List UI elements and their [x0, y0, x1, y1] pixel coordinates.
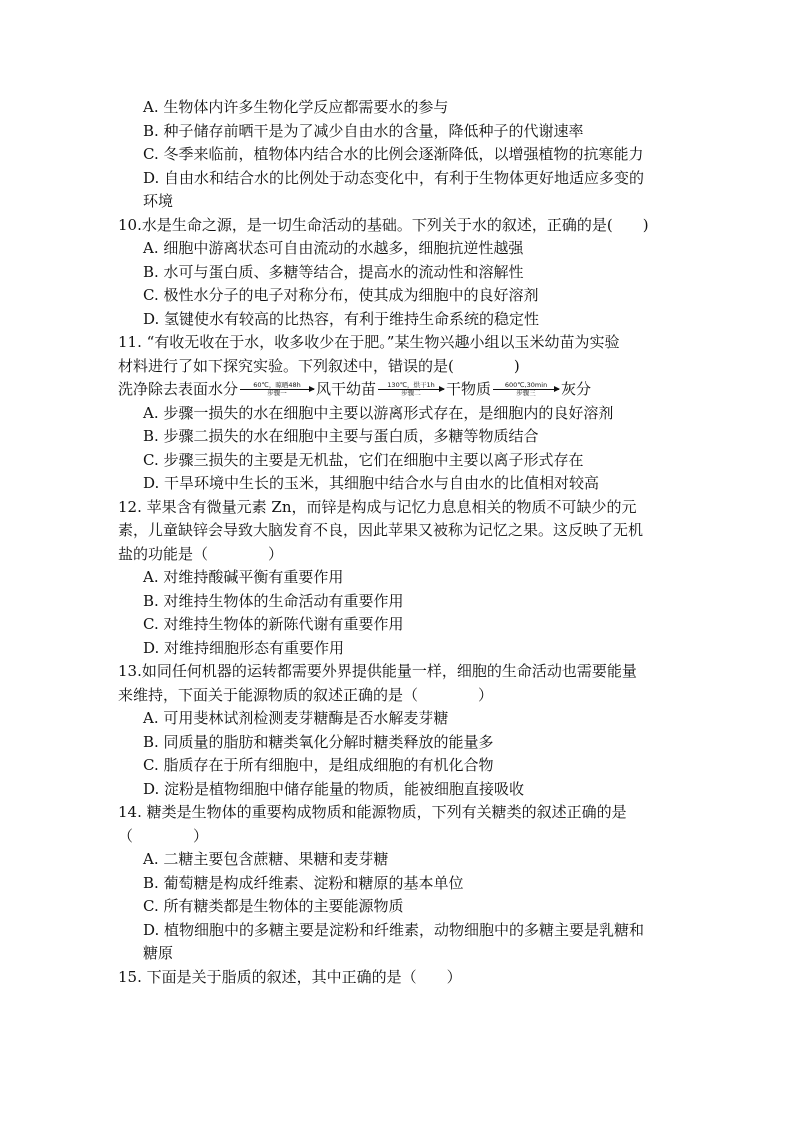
- exam-page: [118, 96, 678, 989]
- q13-stem-line2: 来维持，下面关于能源物质的叙述正确的是（ ）: [118, 685, 494, 704]
- q13-option-d: D. 淀粉是植物细胞中储存能量的物质，能被细胞直接吸收: [143, 779, 525, 798]
- q11-experiment-flow: [118, 378, 678, 402]
- q14-stem-line2: （ ）: [118, 826, 209, 845]
- q10-stem: 10.水是生命之源，是一切生命活动的基础。下列关于水的叙述，正确的是( ): [118, 215, 649, 234]
- q13-option-c: C. 脂质存在于所有细胞中，是组成细胞的有机化合物: [143, 756, 494, 774]
- q9-option-d: [118, 167, 678, 214]
- q12-stem-line3: 盐的功能是（ ）: [118, 544, 284, 563]
- q9-option-d-line2: 环境: [143, 192, 174, 210]
- flow-step-ash: 灰分: [561, 380, 592, 398]
- question-14: [118, 801, 678, 966]
- q14-option-d-line1: D. 植物细胞中的多糖主要是淀粉和纤维素，动物细胞中的多糖主要是乳糖和: [143, 920, 645, 939]
- q14-option-b: B. 葡萄糖是构成纤维素、淀粉和糖原的基本单位: [143, 873, 464, 892]
- q14-option-d: [118, 919, 678, 966]
- q11-option-a: A. 步骤一损失的水在细胞中主要以游离形式存在，是细胞内的良好溶剂: [143, 403, 614, 422]
- question-11: [118, 331, 678, 496]
- q14-stem-line1: 14. 糖类是生物体的重要构成物质和能源物质，下列有关糖类的叙述正确的是: [118, 803, 627, 821]
- q12-option-a: A. 对维持酸碱平衡有重要作用: [143, 568, 344, 586]
- flow-arrow2-condition: 130℃，烘干1h: [387, 381, 435, 390]
- flow-step-dried-seedlings: 风干幼苗: [316, 380, 377, 398]
- flow-step-dry-matter: 干物质: [446, 380, 492, 398]
- q11-stem-line2: 材料进行了如下探究实验。下列叙述中，错误的是( ): [118, 356, 520, 375]
- flow-arrow3-label: 步骤三: [516, 389, 536, 398]
- q9-option-c: C. 冬季来临前，植物体内结合水的比例会逐渐降低，以增强植物的抗寒能力: [143, 145, 644, 163]
- question-10: [118, 214, 678, 332]
- flow-arrow2-label: 步骤二: [401, 389, 421, 398]
- arrow-right-icon: [378, 389, 444, 390]
- q13-option-a: A. 可用斐林试剂检测麦芽糖酶是否水解麦芽糖: [143, 709, 449, 727]
- question-12: [118, 496, 678, 661]
- q13-stem-line1: 13.如同任何机器的运转都需要外界提供能量一样，细胞的生命活动也需要能量: [118, 662, 637, 680]
- q12-option-c: C. 对维持生物体的新陈代谢有重要作用: [143, 615, 404, 633]
- flow-arrow-step3: [493, 382, 559, 397]
- flow-arrow-step1: [240, 382, 314, 397]
- flow-step-washed-seedlings: 洗净除去表面水分: [118, 380, 239, 398]
- flow-arrow3-condition: 600℃,30min: [504, 381, 548, 390]
- q10-option-d: D. 氢键使水有较高的比热容，有利于维持生命系统的稳定性: [143, 309, 540, 328]
- flow-arrow-step2: [378, 382, 444, 397]
- q14-option-c: C. 所有糖类都是生物体的主要能源物质: [143, 897, 404, 915]
- q15-stem: 15. 下面是关于脂质的叙述，其中正确的是（ ）: [118, 967, 462, 986]
- arrow-right-icon: [240, 389, 314, 390]
- q9-option-a: A. 生物体内许多生物化学反应都需要水的参与: [143, 98, 449, 116]
- q11-option-b: B. 步骤二损失的水在细胞中主要与蛋白质，多糖等物质结合: [143, 427, 539, 445]
- flow-arrow1-condition: 60℃，晾晒48h: [253, 381, 301, 390]
- q10-option-b: B. 水可与蛋白质、多糖等结合，提高水的流动性和溶解性: [143, 262, 524, 281]
- arrow-right-icon: [493, 389, 559, 390]
- q12-option-b: B. 对维持生物体的生命活动有重要作用: [143, 591, 404, 610]
- q14-option-a: A. 二糖主要包含蔗糖、果糖和麦芽糖: [143, 850, 389, 868]
- q12-stem-line1: 12. 苹果含有微量元素 Zn，而锌是构成与记忆力息息相关的物质不可缺少的元: [118, 497, 637, 516]
- q9-option-d-line1: D. 自由水和结合水的比例处于动态变化中，有利于生物体更好地适应多变的: [143, 168, 645, 187]
- q11-stem-line1: 11. “有收无收在于水，收多收少在于肥。”某生物兴趣小组以玉米幼苗为实验: [118, 333, 620, 351]
- q9-option-b: B. 种子储存前晒干是为了减少自由水的含量，降低种子的代谢速率: [143, 121, 584, 140]
- q9-options: [118, 96, 678, 214]
- q11-option-d: D. 干旱环境中生长的玉米，其细胞中结合水与自由水的比值相对较高: [143, 474, 600, 492]
- q10-option-a: A. 细胞中游离状态可自由流动的水越多，细胞抗逆性越强: [143, 239, 524, 257]
- flow-arrow1-label: 步骤一: [267, 389, 287, 398]
- question-13: [118, 660, 678, 801]
- q12-option-d: D. 对维持细胞形态有重要作用: [143, 638, 345, 657]
- q14-option-d-line2: 糖原: [143, 944, 174, 962]
- q13-option-b: B. 同质量的脂肪和糖类氧化分解时糖类释放的能量多: [143, 732, 494, 751]
- q11-option-c: C. 步骤三损失的主要是无机盐，它们在细胞中主要以离子形式存在: [143, 450, 584, 469]
- q12-stem-line2: 素，儿童缺锌会导致大脑发育不良，因此苹果又被称为记忆之果。这反映了无机: [118, 521, 644, 539]
- q10-option-c: C. 极性水分子的电子对称分布，使其成为细胞中的良好溶剂: [143, 286, 539, 304]
- question-15: [118, 966, 678, 990]
